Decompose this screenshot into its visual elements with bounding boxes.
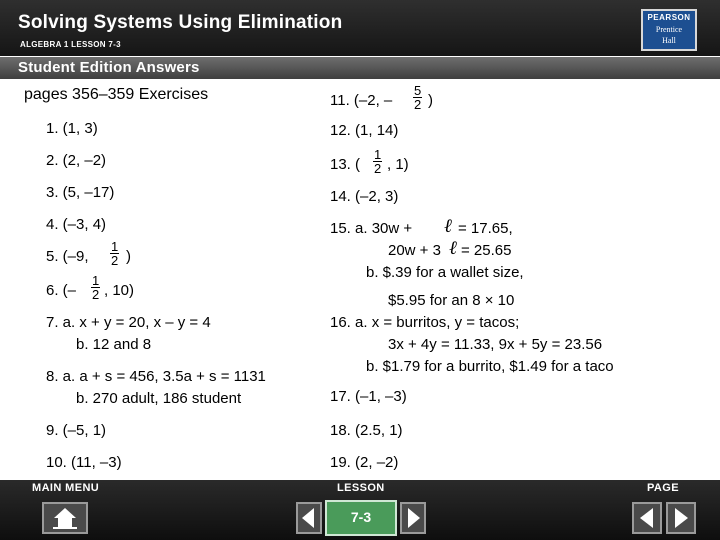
answer-5-fraction xyxy=(110,240,119,267)
page-label: PAGE xyxy=(647,482,679,494)
answer-5-start: 5. (–9, xyxy=(46,248,89,265)
answer-6-numerator: 1 xyxy=(92,273,100,288)
answer-16a: 16. a. x = burritos, y = tacos; xyxy=(330,314,520,331)
answer-15b-line2: $5.95 for an 8 × 10 xyxy=(388,292,515,309)
answer-6-start: 6. (– xyxy=(46,282,77,299)
arrow-left-icon xyxy=(298,504,320,532)
answer-8b: b. 270 adult, 186 student xyxy=(76,390,242,407)
logo-text-bot: Hall xyxy=(662,36,676,45)
answer-15a-line2-ell: ℓ xyxy=(449,238,457,259)
answer-7b: b. 12 and 8 xyxy=(76,336,152,353)
logo-text-mid: Prentice xyxy=(655,25,683,34)
answer-11-denominator: 2 xyxy=(414,97,422,112)
answer-16b: b. $1.79 for a burrito, $1.49 for a taco xyxy=(366,358,614,375)
lesson-label: LESSON xyxy=(337,482,385,494)
answer-13-end: , 1) xyxy=(387,156,409,173)
exercises-heading: pages 356–359 Exercises xyxy=(24,86,209,103)
answer-6-end: , 10) xyxy=(104,282,135,299)
answer-15a-line2-start: 20w + 3 xyxy=(388,242,441,259)
answer-15b: b. $.39 for a wallet size, xyxy=(366,264,524,281)
answer-4: 4. (–3, 4) xyxy=(46,216,107,233)
arrow-right-icon xyxy=(668,504,694,532)
answers-content xyxy=(0,80,720,480)
answer-19: 19. (2, –2) xyxy=(330,454,399,471)
main-menu-button[interactable] xyxy=(42,502,88,534)
answer-15a-ell: ℓ xyxy=(444,216,452,237)
lesson-number-button[interactable]: 7-3 xyxy=(325,500,397,536)
header-bar xyxy=(0,0,720,56)
lesson-previous-button[interactable] xyxy=(296,502,322,534)
answer-13-start: 13. ( xyxy=(330,156,361,173)
answer-11-start: 11. (–2, – xyxy=(330,92,393,109)
answer-13-fraction xyxy=(373,148,382,175)
page-title: Solving Systems Using Elimination xyxy=(18,12,343,33)
answer-10: 10. (11, –3) xyxy=(46,454,122,471)
answer-11-numerator: 5 xyxy=(414,83,422,98)
logo-text-top: PEARSON xyxy=(647,13,691,22)
answer-13-numerator: 1 xyxy=(374,147,382,162)
answer-5-denominator: 2 xyxy=(111,253,119,268)
answer-16a-line2: 3x + 4y = 11.33, 9x + 5y = 23.56 xyxy=(388,336,603,353)
answer-5-end: ) xyxy=(126,248,131,265)
lesson-subtitle: ALGEBRA 1 LESSON 7-3 xyxy=(20,40,121,49)
answer-2: 2. (2, –2) xyxy=(46,152,107,169)
arrow-left-icon xyxy=(634,504,660,532)
answer-15a-line2-end: = 25.65 xyxy=(461,242,512,259)
answer-8a: 8. a. a + s = 456, 3.5a + s = 1131 xyxy=(46,368,266,385)
answer-13-denominator: 2 xyxy=(374,161,382,176)
page-next-button[interactable] xyxy=(666,502,696,534)
home-icon xyxy=(44,504,86,532)
answer-11-end: ) xyxy=(428,92,433,109)
answer-11-fraction xyxy=(413,84,422,111)
answer-14: 14. (–2, 3) xyxy=(330,188,399,205)
answer-12: 12. (1, 14) xyxy=(330,122,399,139)
lesson-next-button[interactable] xyxy=(400,502,426,534)
main-menu-label: MAIN MENU xyxy=(32,482,100,494)
answer-1: 1. (1, 3) xyxy=(46,120,98,137)
answer-15a-start: 15. a. 30w + xyxy=(330,220,413,237)
answer-6-fraction xyxy=(91,274,100,301)
banner-title: Student Edition Answers xyxy=(18,59,200,76)
answer-3: 3. (5, –17) xyxy=(46,184,115,201)
section-banner xyxy=(0,57,720,79)
footer-nav xyxy=(0,480,720,540)
answer-18: 18. (2.5, 1) xyxy=(330,422,403,439)
answer-17: 17. (–1, –3) xyxy=(330,388,407,405)
arrow-right-icon xyxy=(402,504,424,532)
answer-5-numerator: 1 xyxy=(111,239,119,254)
answer-15a-end: = 17.65, xyxy=(458,220,513,237)
page-previous-button[interactable] xyxy=(632,502,662,534)
answer-9: 9. (–5, 1) xyxy=(46,422,107,439)
answer-7a: 7. a. x + y = 20, x – y = 4 xyxy=(46,314,211,331)
publisher-logo xyxy=(641,9,697,51)
answer-6-denominator: 2 xyxy=(92,287,100,302)
